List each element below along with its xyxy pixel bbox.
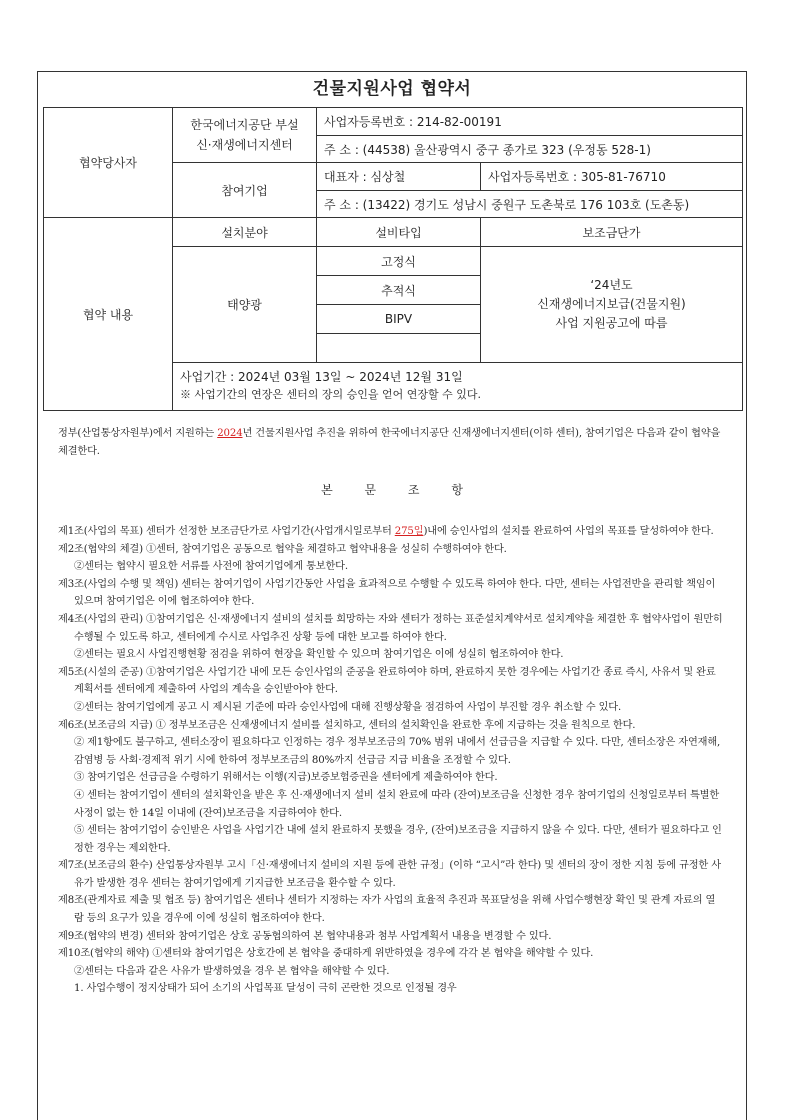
art5-1: 제5조(시설의 준공) ①참여기업은 사업기간 내에 모든 승인사업의 준공을 완료하여야 하며, 완료하지 못한 경우에는 사업기간 종료 즉시, 사유서 및 완료계획서를 센터에게 제출하여 사업의 계속을 승인받아야 한다. [58,666,716,696]
contract-label: 협약 내용 [43,217,173,411]
section-heading [38,481,746,498]
project-period-text: 사업기간 : 2024년 03월 13일 ~ 2024년 12월 31일 [180,370,463,384]
center-name-line1: 한국에너지공단 부설 [190,118,299,132]
intro-year: 2024 [217,428,243,439]
project-period-note: ※ 사업기간의 연장은 센터의 장의 승인을 얻어 연장할 수 있다. [180,388,481,401]
participant-address: 주 소 : (13422) 경기도 성남시 중원구 도촌북로 176 103호 (도촌동) [316,190,743,218]
article-1 [58,523,724,541]
art10-2-1: 1. 사업수행이 정지상태가 되어 소기의 사업목표 달성이 극히 곤란한 것으로 인정될 경우 [74,983,457,995]
intro-post: 년 건물지원사업 추진을 위하여 한국에너지공단 신재생에너지센터(이하 센터), 참여기업은 다음과 같이 협약을 체결한다. [58,428,721,457]
equipment-type-tracking: 추적식 [316,275,481,305]
article-1-pre: 제1조(사업의 목표) 센터가 선정한 보조금단가로 사업기간(사업개시일로부터 [58,526,395,537]
participant-label: 참여기업 [172,162,317,218]
equipment-type-fixed: 고정식 [316,246,481,276]
subsidy-price-line2: 신재생에너지보급(건물지원) [537,297,686,311]
article-1-post: )내에 승인사업의 설치를 완료하여 사업의 목표를 달성하여야 한다. [423,526,714,537]
participant-representative: 대표자 : 심상철 [316,162,481,191]
center-registration: 사업자등록번호 : 214-82-00191 [316,107,743,136]
equipment-type-blank [316,333,481,363]
art2-2: ②센터는 협약시 필요한 서류를 사전에 참여기업에게 통보한다. [74,561,348,573]
articles [38,523,746,998]
center-name [172,107,317,163]
participant-registration: 사업자등록번호 : 305-81-76710 [480,162,743,191]
art4-2: ②센터는 필요시 사업진행현황 점검을 위하여 현장을 확인할 수 있으며 참여기업은 이에 성실히 협조하여야 한다. [74,649,564,661]
article-1-days: 275일 [394,526,424,537]
art9: 제9조(협약의 변경) 센터와 참여기업은 상호 공동협의하여 본 협약내용과 첨부 사업계획서 내용을 변경할 수 있다. [58,930,552,942]
center-address: 주 소 : (44538) 울산광역시 중구 종가로 323 (우정동 528-1) [316,135,743,163]
project-period [172,362,743,411]
subsidy-price-line1: ‘24년도 [590,278,633,292]
intro-pre: 정부(산업통상자원부)에서 지원하는 [58,428,218,439]
subsidy-price-line3: 사업 지원공고에 따름 [555,316,668,330]
art6-4: ④ 센터는 참여기업이 센터의 설치확인을 받은 후 신·재생에너지 설비 설치 완료에 따라 (잔여)보조금을 신청한 경우 참여기업의 신청일로부터 특별한 사정이 없는 한 14일 이내에 (잔여)보조금을 지급하여야 한다. [74,789,720,819]
equipment-type-bipv: BIPV [316,304,481,334]
art4-1: 제4조(사업의 관리) ①참여기업은 신·재생에너지 설비의 설치를 희망하는 자와 센터가 정하는 표준설치계약서로 설치계약을 체결한 후 협약사업이 원만히 수행될 수 있도록 하고, 센터에게 수시로 사업추진 상황 등에 대한 보고를 하여야 한다. [58,613,723,643]
art7: 제7조(보조금의 환수) 산업통상자원부 고시「신·재생에너지 설비의 지원 등에 관한 규정」(이하 “고시”라 한다) 및 센터의 장이 정한 지침 등에 규정한 사유가 발생한 경우 센터는 참여기업에게 기지급한 보조금을 환수할 수 있다. [58,860,721,889]
center-name-line2: 신·재생에너지센터 [196,138,293,152]
section-heading-char: 항 [451,483,463,497]
art10-1: 제10조(협약의 해약) ①센터와 참여기업은 상호간에 본 협약을 중대하게 위반하였을 경우에 각각 본 협약을 해약할 수 있다. [58,948,594,960]
art6-3: ③ 참여기업은 선급금을 수령하기 위해서는 이행(지급)보증보험증권을 센터에게 제출하여야 한다. [74,772,498,784]
intro-paragraph [38,425,746,460]
col-subsidy-price: 보조금단가 [480,217,743,247]
section-heading-char: 본 [321,483,333,497]
subsidy-price-value [480,246,743,363]
art6-1: 제6조(보조금의 지급) ① 정부보조금은 신재생에너지 설비를 설치하고, 센터의 설치확인을 완료한 후에 지급하는 것을 원칙으로 한다. [58,719,636,731]
parties-label: 협약당사자 [43,107,173,218]
art10-2: ②센터는 다음과 같은 사유가 발생하였을 경우 본 협약을 해약할 수 있다. [74,965,390,977]
art8: 제8조(관계자료 제출 및 협조 등) 참여기업은 센터나 센터가 지정하는 자가 사업의 효율적 추진과 목표달성을 위해 사업수행현장 확인 및 관계 자료의 열람 등의 요구가 있을 경우에 이에 성실히 협조하여야 한다. [58,895,716,925]
art5-2: ②센터는 참여기업에게 공고 시 제시된 기준에 따라 승인사업에 대해 진행상황을 점검하여 사업이 부진할 경우 취소할 수 있다. [74,701,622,713]
art6-5: ⑤ 센터는 참여기업이 승인받은 사업을 사업기간 내에 설치 완료하지 못했을 경우, (잔여)보조금을 지급하지 않을 수 있다. 다만, 센터가 필요하다고 인정한 경우는 제외한다. [74,825,722,854]
article-list [58,541,724,998]
document-title: 건물지원사업 협약서 [312,79,472,99]
section-heading-char: 문 [364,483,377,497]
art6-2: ② 제1항에도 불구하고, 센터소장이 필요하다고 인정하는 경우 정부보조금의 70% 범위 내에서 선급금을 지급할 수 있다. 다만, 센터소장은 자연재해, 감염병 등 사회·경제적 위기 시에 한하여 정부보조금의 80%까지 선급금 지급 비율을 조정할 수 있다. [74,737,721,766]
col-install-field: 설치분야 [172,217,317,247]
art3: 제3조(사업의 수행 및 책임) 센터는 참여기업이 사업기간동안 사업을 효과적으로 수행할 수 있도록 하여야 한다. 다만, 센터는 사업전반을 관리할 책임이 있으며 참여기업은 이에 협조하여야 한다. [58,578,716,608]
agreement-document [37,71,747,1120]
install-field-value: 태양광 [172,246,317,363]
art2-1: 제2조(협약의 체결) ①센터, 참여기업은 공동으로 협약을 체결하고 협약내용을 성실히 수행하여야 한다. [58,543,507,555]
section-heading-char: 조 [407,483,420,497]
col-equipment-type: 설비타입 [316,217,481,247]
